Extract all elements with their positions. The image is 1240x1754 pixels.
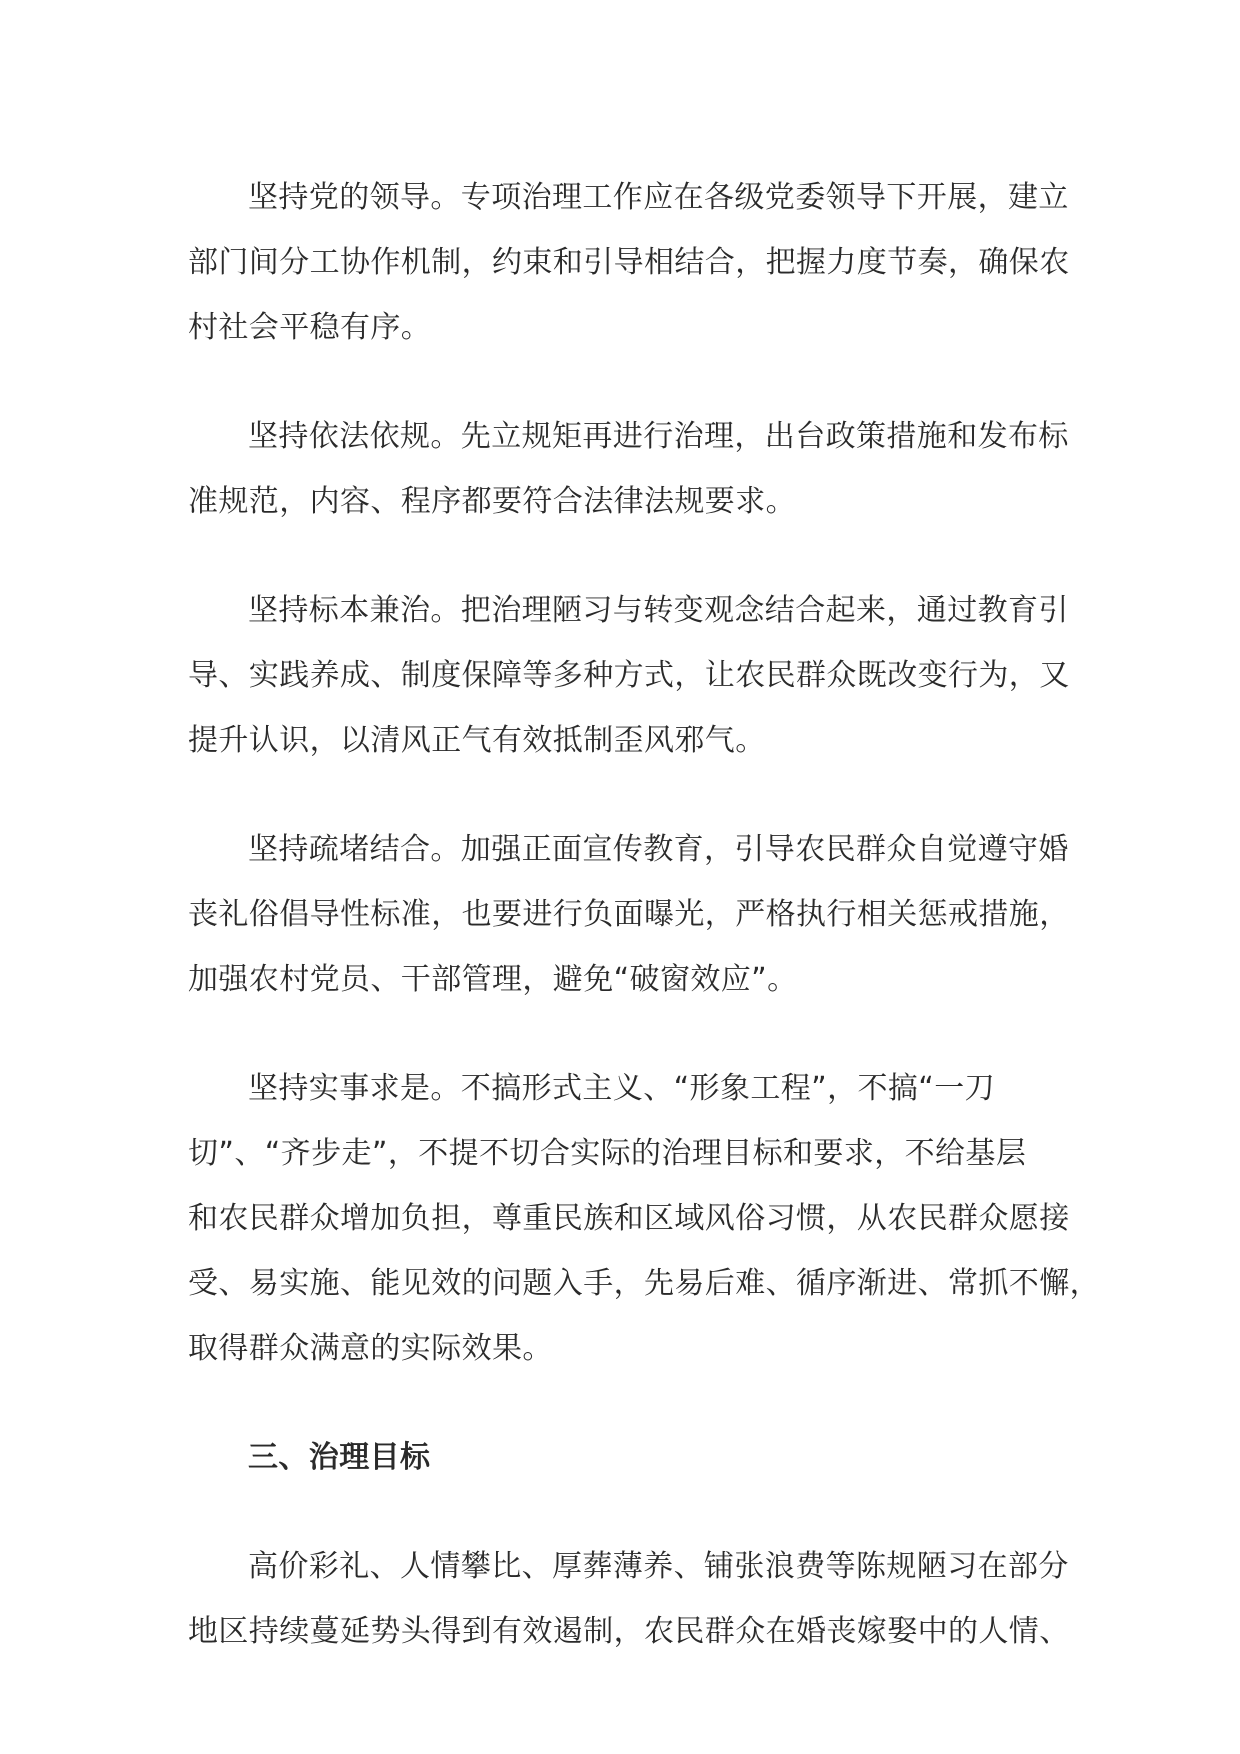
paragraph-line: 导、实践养成、制度保障等多种方式，让农民群众既改变行为，又	[188, 658, 1070, 693]
paragraph-line: 和农民群众增加负担，尊重民族和区域风俗习惯，从农民群众愿接	[188, 1201, 1070, 1236]
paragraph-line: 加强农村党员、干部管理，避免“破窗效应”。	[188, 962, 798, 997]
paragraph-line: 高价彩礼、人情攀比、厚葬薄养、铺张浪费等陈规陋习在部分	[248, 1549, 1069, 1584]
paragraph-line: 坚持实事求是。不搞形式主义、“形象工程”，不搞“一刀	[248, 1071, 996, 1106]
paragraph-line: 部门间分工协作机制，约束和引导相结合，把握力度节奏，确保农	[188, 245, 1070, 280]
paragraph-seek-truth	[188, 1056, 1100, 1381]
paragraph-line: 坚持疏堵结合。加强正面宣传教育，引导农民群众自觉遵守婚	[248, 832, 1069, 867]
paragraph-line: 地区持续蔓延势头得到有效遏制，农民群众在婚丧嫁娶中的人情、	[188, 1614, 1070, 1649]
paragraph-line: 坚持标本兼治。把治理陋习与转变观念结合起来，通过教育引	[248, 593, 1069, 628]
paragraph-line: 坚持党的领导。专项治理工作应在各级党委领导下开展，建立	[248, 180, 1069, 215]
paragraph-line: 村社会平稳有序。	[188, 310, 432, 345]
paragraph-rule-of-law	[188, 404, 1083, 534]
paragraph-root-and-branch	[188, 578, 1083, 773]
paragraph-line: 提升认识，以清风正气有效抵制歪风邪气。	[188, 723, 766, 758]
paragraph-guidance-and-restraint	[188, 817, 1083, 1012]
paragraph-line: 取得群众满意的实际效果。	[188, 1331, 553, 1366]
paragraph-line: 准规范，内容、程序都要符合法律法规要求。	[188, 484, 796, 519]
document-body	[188, 165, 1100, 1664]
paragraph-line: 切”、“齐步走”，不提不切合实际的治理目标和要求，不给基层	[188, 1136, 1027, 1171]
section-heading-text: 三、治理目标	[248, 1440, 431, 1475]
paragraph-party-leadership	[188, 165, 1083, 360]
paragraph-line: 丧礼俗倡导性标准，也要进行负面曝光，严格执行相关惩戒措施，	[188, 897, 1070, 932]
paragraph-line: 受、易实施、能见效的问题入手，先易后难、循序渐进、常抓不懈，	[188, 1266, 1100, 1301]
paragraph-governance-goals	[188, 1534, 1083, 1664]
paragraph-line: 坚持依法依规。先立规矩再进行治理，出台政策措施和发布标	[248, 419, 1069, 454]
section-heading	[188, 1425, 1083, 1490]
